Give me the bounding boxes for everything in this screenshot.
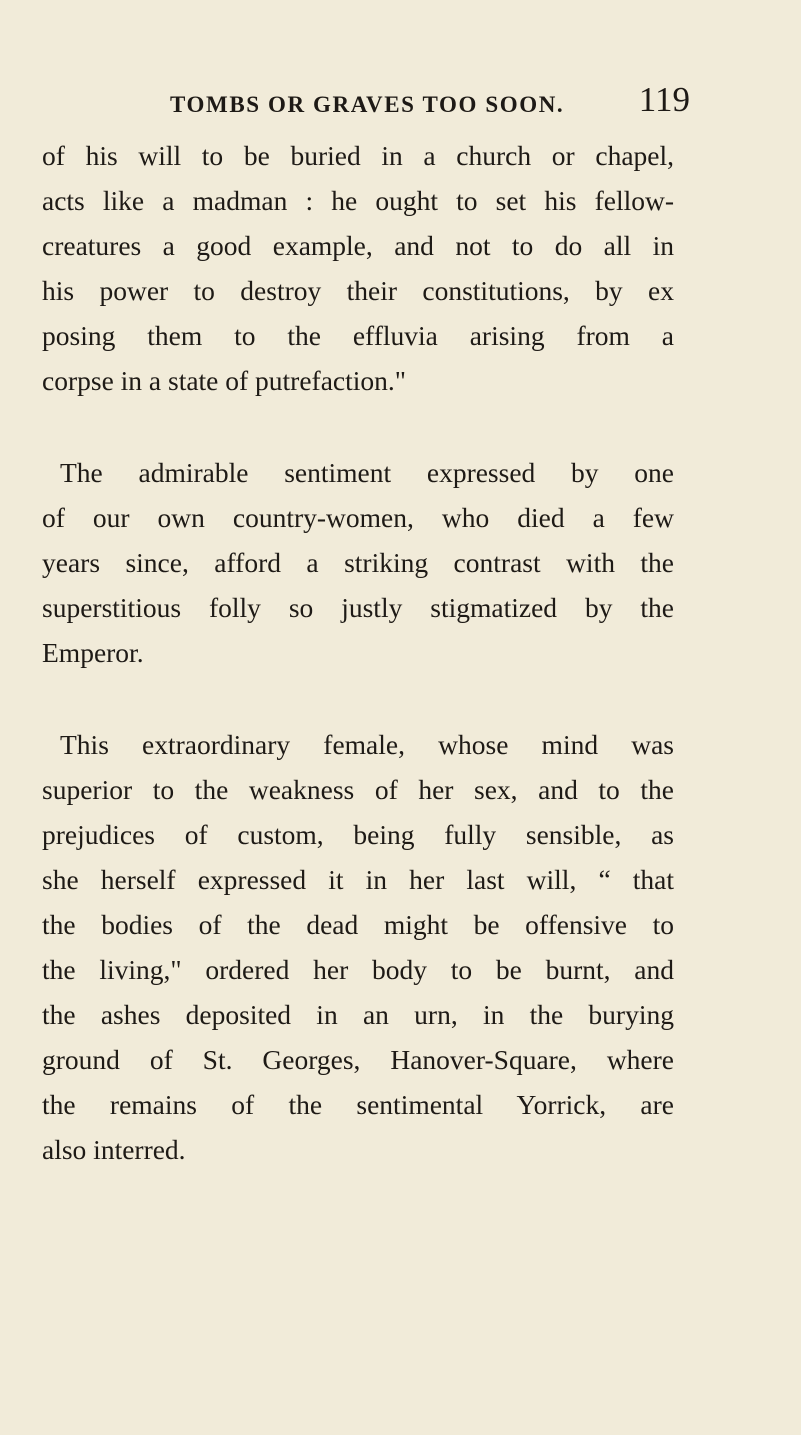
running-title: TOMBS OR GRAVES TOO SOON. (170, 92, 565, 117)
body-text (42, 133, 674, 1172)
text-line: of our own country-women, who died a few (42, 502, 674, 533)
text-line: also interred. (42, 1134, 186, 1165)
paragraph-1 (42, 133, 674, 403)
page-number: 119 (638, 80, 690, 119)
text-line: This extraordinary female, whose mind was (60, 729, 674, 760)
text-line: his power to destroy their constitutions, by ex (42, 275, 674, 306)
paragraph-2 (42, 450, 674, 675)
text-line: acts like a madman : he ought to set his fellow- (42, 185, 674, 216)
paragraph-gap (42, 675, 674, 722)
text-line: corpse in a state of putrefaction." (42, 365, 406, 396)
text-line: creatures a good example, and not to do all in (42, 230, 674, 261)
running-head (170, 80, 690, 130)
text-line: the remains of the sentimental Yorrick, are (42, 1089, 674, 1120)
text-line: prejudices of custom, being fully sensible, as (42, 819, 674, 850)
paragraph-3 (42, 722, 674, 1172)
text-line: years since, afford a striking contrast with the (42, 547, 674, 578)
text-line: Emperor. (42, 637, 144, 668)
text-line: the ashes deposited in an urn, in the burying (42, 999, 674, 1030)
text-line: superior to the weakness of her sex, and to the (42, 774, 674, 805)
text-line: of his will to be buried in a church or chapel, (42, 140, 674, 171)
paragraph-gap (42, 403, 674, 450)
text-line: ground of St. Georges, Hanover-Square, where (42, 1044, 674, 1075)
text-line: she herself expressed it in her last will, “ that (42, 864, 674, 895)
text-line: the living," ordered her body to be burnt, and (42, 954, 674, 985)
text-line: superstitious folly so justly stigmatized by the (42, 592, 674, 623)
text-line: posing them to the effluvia arising from a (42, 320, 674, 351)
text-line: The admirable sentiment expressed by one (60, 457, 674, 488)
text-line: the bodies of the dead might be offensive to (42, 909, 674, 940)
